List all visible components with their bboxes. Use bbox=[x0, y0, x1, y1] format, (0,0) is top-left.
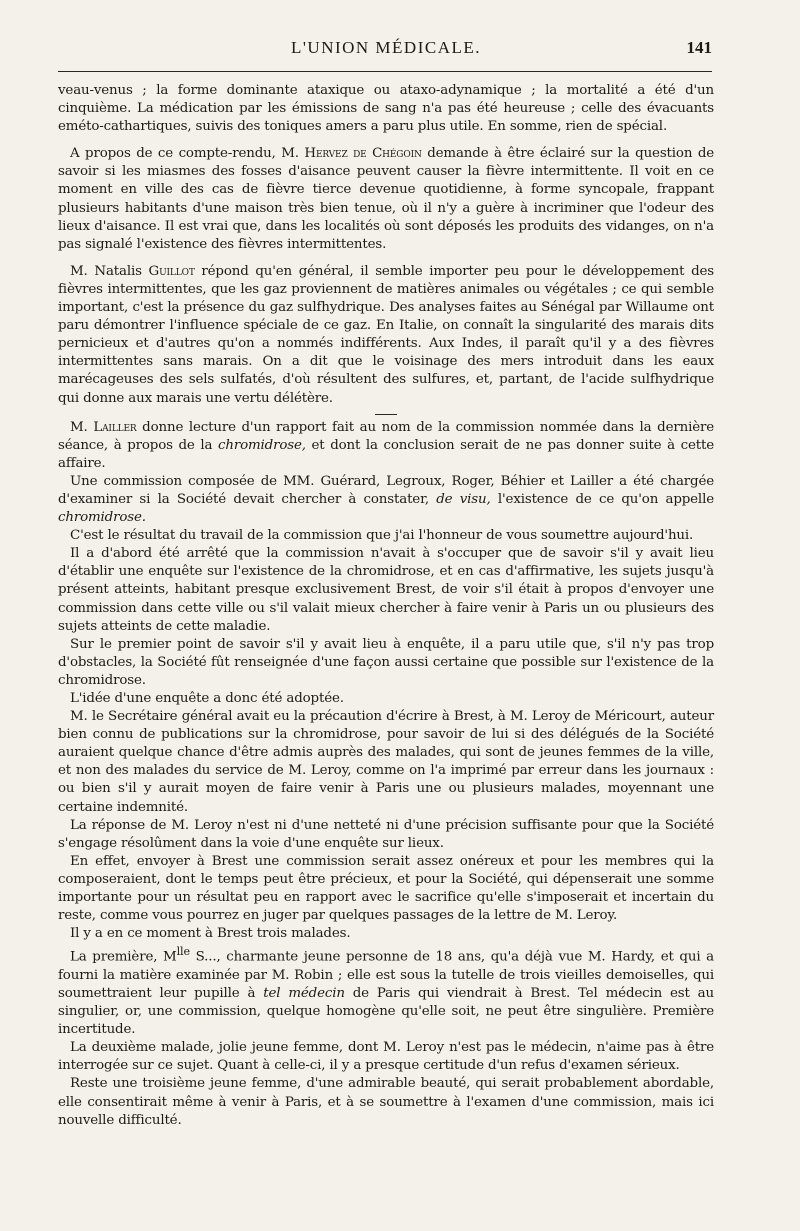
paragraph-16: Reste une troisième jeune femme, d'une admirable beauté, qui serait probablement abordable, elle consentirait même à venir à Paris, et à se soumettre à l'examen d'une commission, mais ici nouvelle difficulté. bbox=[58, 1076, 714, 1128]
header-rule bbox=[58, 71, 712, 72]
speaker-name: Lailler bbox=[93, 419, 137, 435]
speaker-name: Hervez de Chégoin bbox=[304, 146, 422, 162]
paragraph-11: La réponse de M. Leroy n'est ni d'une netteté ni d'une précision suffisante pour que la Société s'engage résolûment dans la voie d'une enquête sur lieux. bbox=[58, 817, 714, 851]
paragraph-12: En effet, envoyer à Brest une commission serait assez onéreux et pour les membres qui la composeraient, dont le temps peut être précieux, et pour la Société, qui dépenserait une somme importante pour un résultat peu en rapport avec le sacrifice qu'elle s'imposerait et incertain du reste, comme vous pourrez en juger par quelques passages de la lettre de M. Leroy. bbox=[58, 853, 714, 924]
running-title: L'UNION MÉDICALE. bbox=[290, 38, 482, 57]
paragraph-1: veau-venus ; la forme dominante ataxique ou ataxo-adynamique ; la mortalité a été d'un cinquième. La médication par les émissions de sang n'a pas été heureuse ; celle des évacuants eméto-cathartiques, suivis des toniques amers a paru plus utile. En somme, rien de spécial. bbox=[58, 83, 714, 135]
paragraph-3: M. Natalis Guillot répond qu'en général, il semble importer peu pour le développement des fièvres intermittentes, que les gaz proviennent de matières animales ou végétales ; ce qui semble important, c'est la présence du gaz sulfhydrique. Des analyses faites au Sénégal par Willaume ont paru démontrer l'influence spéciale de ce gaz. En Italie, on connaît la singularité des marais dits pernicieux et d'autres qu'on a nommés indifférents. Aux Indes, il paraît qu'il y a des fièvres intermittentes sans marais. On a dit que le voisinage des mers introduit dans les eaux marécageuses des sels sulfatés, d'où résultent des sulfures, et, partant, de l'acide sulfhydrique qui donne aux marais une vertu délétère. bbox=[58, 263, 714, 406]
speaker-name: Guillot bbox=[148, 263, 195, 279]
paragraph-8: Sur le premier point de savoir s'il y avait lieu à enquête, il a paru utile que, s'il n'y pas trop d'obstacles, la Société fût renseignée d'une façon aussi certaine que possible sur l'existence de la chromidrose. bbox=[58, 636, 714, 688]
paragraph-14: La première, $M^{lle}$ S..., charmante jeune personne de 18 ans, qu'a déjà vue M. Hardy, et qui a fourni la matière examinée par M. Robin ; elle est sous la tutelle de trois vieilles demoiselles, qui soumettraient leur pupille à tel médecin de Paris qui viendrait à Brest. Tel médecin est au singulier, or, une commission, quelque homogène qu'elle soit, ne peut être singulière. Première incertitude. bbox=[58, 945, 714, 1038]
paragraph-9: L'idée d'une enquête a donc été adoptée. bbox=[70, 691, 344, 706]
paragraph-15: La deuxième malade, jolie jeune femme, dont M. Leroy n'est pas le médecin, n'aime pas à être interrogée sur ce sujet. Quant à celle-ci, il y a presque certitude d'un refus d'examen sérieux. bbox=[58, 1040, 714, 1074]
paragraph-6: C'est le résultat du travail de la commission que j'ai l'honneur de vous soumettre aujourd'hui. bbox=[70, 528, 694, 544]
paragraph-13: Il y a en ce moment à Brest trois malades. bbox=[70, 926, 351, 942]
paragraph-10: M. le Secrétaire général avait eu la précaution d'écrire à Brest, à M. Leroy de Méricourt, auteur bien connu de publications sur la chromidrose, pour savoir de lui si des délégués de la Société auraient quelque chance d'être admis auprès des malades, qui sont de jeunes femmes de la ville, et non des malades du service de M. Leroy, comme on l'a imprimé par erreur dans les journaux : ou bien s'il y aurait moyen de faire venir à Paris une ou plusieurs malades, moyennant une certaine indemnité. bbox=[58, 709, 714, 815]
paragraph-4: M. Lailler donne lecture d'un rapport fait au nom de la commission nommée dans la dernière séance, à propos de la chromidrose, et dont la conclusion serait de ne pas donner suite à cette affaire. bbox=[58, 419, 715, 471]
article-body bbox=[58, 82, 714, 1130]
section-separator bbox=[375, 414, 397, 415]
page-header bbox=[60, 38, 712, 62]
paragraph-2: A propos de ce compte-rendu, M. Hervez de Chégoin demande à être éclairé sur la question de savoir si les miasmes des fosses d'aisance peuvent causer la fièvre intermittente. Il voit en ce moment en ville des cas de fièvre tierce devenue quotidienne, à forme syncopale, frappant plusieurs habitants d'une maison très bien tenue, où il n'y a guère à incriminer que l'odeur des lieux d'aisance. Il est vrai que, dans les localités où sont déposés les produits des vidanges, on n'a pas signalé l'existence des fièvres intermittentes. bbox=[58, 146, 715, 252]
paragraph-5: Une commission composée de MM. Guérard, Legroux, Roger, Béhier et Lailler a été chargée d'examiner si la Société devait chercher à constater, de visu, l'existence de ce qu'on appelle chromidrose. bbox=[58, 473, 714, 526]
page-number: 141 bbox=[686, 38, 712, 57]
paragraph-7: Il a d'abord été arrêté que la commission n'avait à s'occuper que de savoir s'il y avait lieu d'établir une enquête sur l'existence de la chromidrose, et en cas d'affirmative, les sujets jusqu'à présent atteints, habitant presque exclusivement Brest, de voir s'il était à propos d'envoyer une commission dans cette ville ou s'il valait mieux chercher à faire venir à Paris un ou plusieurs des sujets atteints de cette maladie. bbox=[58, 546, 714, 634]
